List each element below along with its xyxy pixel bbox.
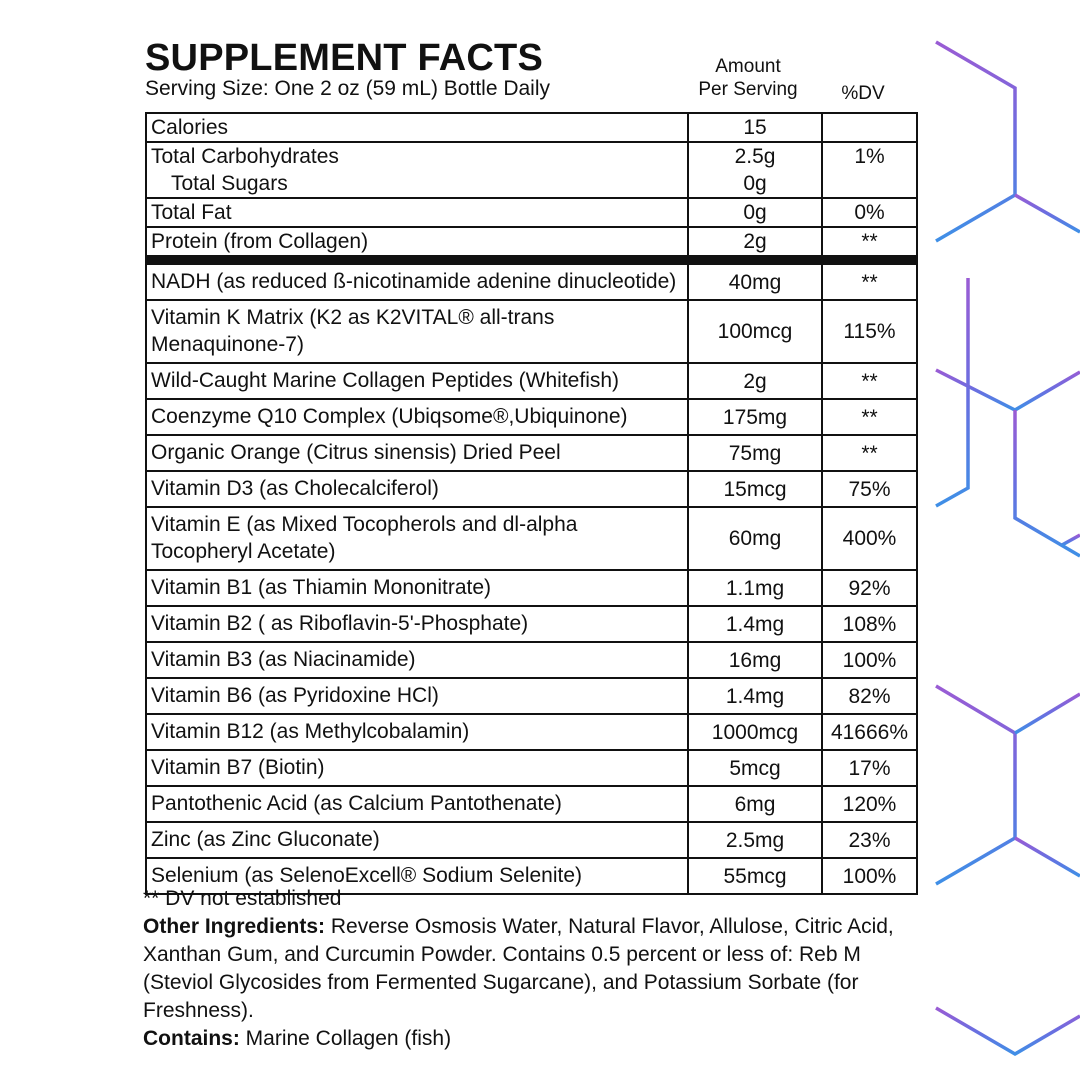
footer-notes	[143, 885, 933, 1053]
table-row	[146, 507, 917, 570]
table-row	[146, 399, 917, 435]
nutrient-name: Zinc (as Zinc Gluconate)	[146, 822, 688, 858]
dv-cell: 400%	[822, 507, 917, 570]
table-row	[146, 750, 917, 786]
table-row	[146, 714, 917, 750]
nutrient-name: Vitamin B12 (as Methylcobalamin)	[146, 714, 688, 750]
supplement-facts-table	[145, 112, 918, 895]
table-row	[146, 113, 917, 142]
contains-text: Marine Collagen (fish)	[239, 1027, 452, 1050]
amount-cell: 1000mcg	[688, 714, 822, 750]
amount-cell: 2.5mg	[688, 822, 822, 858]
contains-label: Contains:	[143, 1027, 240, 1050]
other-ingredients-label: Other Ingredients:	[143, 915, 326, 938]
dv-cell: 0%	[822, 198, 917, 227]
dv-cell	[822, 113, 917, 142]
nutrient-name: Wild-Caught Marine Collagen Peptides (Whitefish)	[146, 363, 688, 399]
dv-cell: 92%	[822, 570, 917, 606]
nutrient-name: Vitamin B7 (Biotin)	[146, 750, 688, 786]
dv-cell: 82%	[822, 678, 917, 714]
table-row	[146, 363, 917, 399]
sub-amount: 0g	[743, 172, 767, 195]
amount-per-serving-header	[688, 55, 808, 101]
table-row	[146, 642, 917, 678]
label-title: SUPPLEMENT FACTS	[145, 37, 544, 79]
table-row	[146, 786, 917, 822]
dv-cell: 100%	[822, 642, 917, 678]
amount-cell: 6mg	[688, 786, 822, 822]
sub-nutrient-name: Total Sugars	[171, 172, 288, 195]
nutrient-name: Calories	[146, 113, 688, 142]
nutrient-name: Vitamin B2 ( as Riboflavin-5'-Phosphate)	[146, 606, 688, 642]
table-row	[146, 822, 917, 858]
nutrient-name: Protein (from Collagen)	[146, 227, 688, 256]
dv-cell: **	[822, 227, 917, 256]
amount-cell: 2g	[688, 363, 822, 399]
amount-cell: 1.4mg	[688, 678, 822, 714]
amount-header-line2: Per Serving	[698, 79, 798, 100]
nutrient-name: NADH (as reduced ß-nicotinamide adenine dinucleotide)	[146, 264, 688, 300]
dv-cell: 108%	[822, 606, 917, 642]
table-row	[146, 227, 917, 256]
nutrient-name: Selenium (as SelenoExcell® Sodium Selenite)	[146, 858, 688, 894]
dv-cell: 17%	[822, 750, 917, 786]
nutrient-name: Vitamin K Matrix (K2 as K2VITAL® all-trans Menaquinone-7)	[146, 300, 688, 363]
other-ingredients	[143, 913, 933, 1025]
dv-header: %DV	[841, 83, 885, 104]
amount-cell: 1.1mg	[688, 570, 822, 606]
table-row	[146, 198, 917, 227]
dv-cell: **	[822, 264, 917, 300]
amount-cell: 75mg	[688, 435, 822, 471]
nutrient-name: Vitamin B1 (as Thiamin Mononitrate)	[146, 570, 688, 606]
amount-cell: 55mcg	[688, 858, 822, 894]
nutrient-name: Organic Orange (Citrus sinensis) Dried Peel	[146, 435, 688, 471]
amount-cell	[688, 142, 822, 198]
table-row	[146, 471, 917, 507]
nutrient-name: Total Fat	[146, 198, 688, 227]
dv-cell: 41666%	[822, 714, 917, 750]
table-row	[146, 435, 917, 471]
nutrient-name: Pantothenic Acid (as Calcium Pantothenate)	[146, 786, 688, 822]
table-row	[146, 142, 917, 198]
dv-cell: 1%	[822, 142, 917, 198]
amount-cell: 16mg	[688, 642, 822, 678]
dv-cell: 100%	[822, 858, 917, 894]
other-ingredients-text: Reverse Osmosis Water, Natural Flavor, Allulose, Citric Acid, Xanthan Gum, and Curcumin Powder. Contains 0.5 percent or less of: Reb M (Steviol Glycosides from Fermented Sugarcane), and Potassium Sorbate (for Freshness).	[143, 915, 894, 1022]
nutrient-name: Vitamin B6 (as Pyridoxine HCl)	[146, 678, 688, 714]
nutrient-name	[146, 142, 688, 198]
serving-size: Serving Size: One 2 oz (59 mL) Bottle Daily	[145, 77, 551, 100]
amount-cell: 100mcg	[688, 300, 822, 363]
nutrient-rows	[146, 264, 917, 894]
amount-cell: 2g	[688, 227, 822, 256]
amount-cell: 15	[688, 113, 822, 142]
amount-cell: 5mcg	[688, 750, 822, 786]
separator-row	[146, 256, 917, 264]
amount-line: 2.5g	[734, 145, 776, 168]
dv-cell: 23%	[822, 822, 917, 858]
nutrient-name: Vitamin D3 (as Cholecalciferol)	[146, 471, 688, 507]
macro-rows	[146, 113, 917, 256]
nutrient-name: Vitamin E (as Mixed Tocopherols and dl-alpha Tocopheryl Acetate)	[146, 507, 688, 570]
dv-cell: 75%	[822, 471, 917, 507]
table-row	[146, 606, 917, 642]
amount-cell: 0g	[688, 198, 822, 227]
table-row	[146, 300, 917, 363]
amount-cell: 15mcg	[688, 471, 822, 507]
dv-cell: **	[822, 363, 917, 399]
dv-cell: **	[822, 435, 917, 471]
table-row	[146, 264, 917, 300]
amount-header-line1: Amount	[715, 56, 781, 77]
amount-cell: 1.4mg	[688, 606, 822, 642]
nutrient-name: Coenzyme Q10 Complex (Ubiqsome®,Ubiquinone)	[146, 399, 688, 435]
nutrient-name: Vitamin B3 (as Niacinamide)	[146, 642, 688, 678]
table-row	[146, 570, 917, 606]
nutrient-name-line: Total Carbohydrates	[151, 145, 339, 168]
amount-cell: 175mg	[688, 399, 822, 435]
allergen-contains	[143, 1025, 933, 1053]
dv-cell: **	[822, 399, 917, 435]
dv-cell: 115%	[822, 300, 917, 363]
amount-cell: 60mg	[688, 507, 822, 570]
dv-cell: 120%	[822, 786, 917, 822]
amount-cell: 40mg	[688, 264, 822, 300]
dv-note: ** DV not established	[143, 887, 342, 910]
table-row	[146, 678, 917, 714]
thick-separator	[146, 256, 917, 264]
separator-bar	[146, 256, 917, 264]
